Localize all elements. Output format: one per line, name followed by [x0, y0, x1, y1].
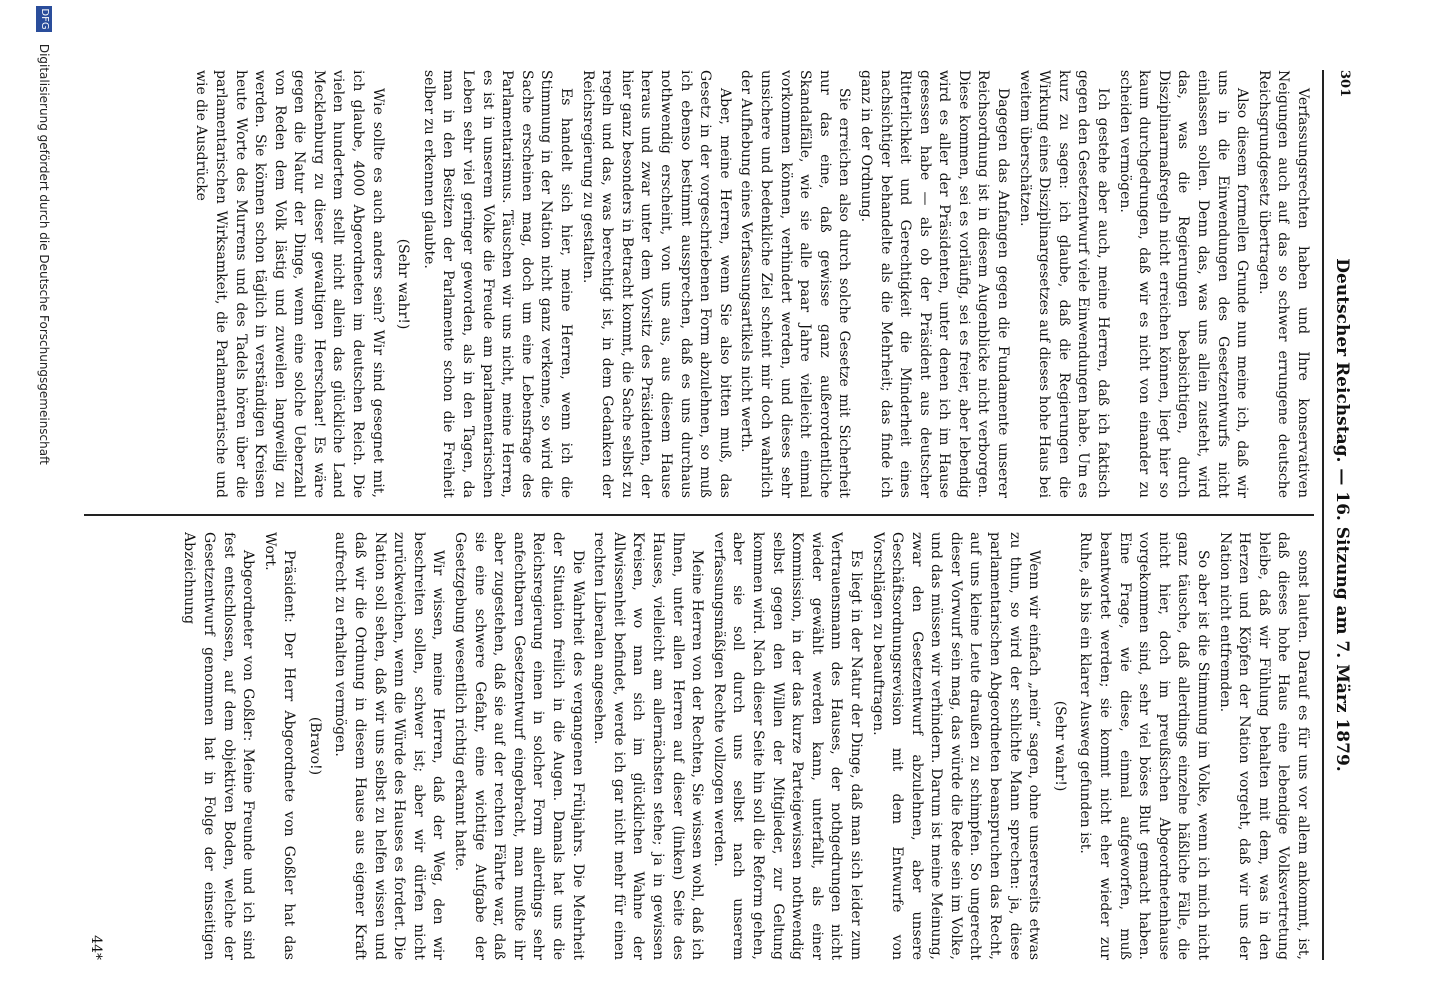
dfg-logo-icon: DFG: [36, 6, 52, 32]
paragraph: Die Wahrheit des vergangenen Frühjahrs. Die Mehrheit der Situation freilich in die Augen. Damals hat uns die Reichsregierung einen in solcher Form allerdings sehr anfechtbaren Gesetzentwurf eingebracht, man mußte ihr aber zugestehen, daß sie auf der rechten Fährte war, daß sie eine schwere Gefahr, eine wichtige Aufgabe der Gesetzgebung wesentlich richtig erkannt hatte.: [452, 532, 586, 960]
page-content: [88, 70, 1372, 960]
digitization-footer: [30, 0, 52, 1000]
paragraph: Aber, meine Herren, wenn Sie also bitten muß, das Gesetz in der vorgeschriebenen Form abzulehnen, so muß ich ebenso bestimmt aussprechen, daß es uns durchaus nothwendig erscheint, von uns aus, aus diesem Hause heraus und zwar unter dem Vorsitz des Präsidenten, der hier ganz besonders in Betracht kommt, die Sache selbst zu regeln und das, was berechtigt ist, in dem Gedanken der Reichsregierung zu gestalten.: [579, 70, 733, 498]
paragraph: Sie erreichen also durch solche Gesetze mit Sicherheit nur das eine, daß gewisse ganz außerordentliche Skandalfälle, wie sie alle paar Jahre vielleicht einmal vorkommen können, verhindert werden, und dieses sehr unsichere und bedenkliche Ziel scheint mir doch wahrlich der Aufhebung eines Verfassungsartikels nicht werth.: [738, 70, 853, 498]
paragraph: So aber ist die Stimmung im Volke, wenn ich mich nicht ganz täusche, daß allerdings einzelne häßliche Fälle, die nicht hier, doch im preußischen Abgeordnetenhause vorgekommen sind, sehr viel böses Blut gemacht haben. Eine Frage, wie diese, einmal aufgeworfen, muß beantwortet werden; sie kommt nicht eher wieder zur Ruhe, als bis ein klarer Ausweg gefunden ist.: [1077, 532, 1212, 960]
footer-text: Digitalisierung gefördert durch die Deutsche Forschungsgemeinschaft: [37, 43, 51, 465]
paragraph: Wenn wir einfach „nein“ sagen, ohne unsererseits etwas zu thun, so wird der schlichte Mann sprechen: ja, diese parlamentarischen Abgeordneten beanspruchen das Recht, auf uns kleine Leute draußen zu schimpfen. So ungerecht dieser Vorwurf sein mag, das würde die Rede sein im Volke, und das müssen wir verhindern. Darum ist meine Meinung, zwar den Gesetzentwurf abzulehnen, aber unsere Geschäftsordnungsrevision mit dem Entwurfe von Vorschlägen zu beauftragen.: [869, 532, 1043, 960]
interjection: (Sehr wahr!): [395, 238, 412, 330]
header-rule: [1322, 70, 1324, 960]
speaker-paragraph: Abgeordneter von Goßler: Meine Freunde und ich sind fest entschlossen, auf dem objektiven Boden, welche der Gesetzentwurf genommen hat in Folge der einseitigen Abzeichnung: [181, 532, 257, 960]
interjection: (Sehr wahr!): [1051, 700, 1068, 792]
page-header: [1322, 70, 1362, 960]
speaker-paragraph: Präsident: Der Herr Abgeordnete von Goßler hat das Wort.: [261, 532, 298, 960]
page-number: 301: [1337, 70, 1352, 98]
paragraph: Also diesem formellen Grunde nun meine ich, daß wir uns in die Einwendungen des Gesetzentwurfs nicht einlassen sollen. Denn das, was uns allein zusteht, wird das, was die Regierungen beabsichtigen, durch Disziplinarmaßregeln nicht erreichen können, liegt hier so kaum durchgedrungen, daß wir es nicht von einander zu scheiden vermögen.: [1116, 70, 1251, 498]
paragraph: sonst lauten. Darauf es für uns vor allem ankommt, ist, daß dieses hohe Haus eine lebendige Volksvertretung bleibe, daß wir Fühlung behalten mit dem, was in den Herzen und Köpfen der Nation vorgeht, daß wir uns der Nation nicht entfremden.: [1216, 532, 1311, 960]
paragraph: Ich gestehe aber auch, meine Herren, daß ich faktisch gegen den Gesetzentwurf viele Einwendungen habe. Um es kurz zu sagen: ich glaube, daß die Regierungen die Wirkung eines Disziplinargesetzes auf dieses hohe Haus bei weitem überschätzen.: [1016, 70, 1112, 498]
paragraph: Dagegen das Anfangen gegen die Fundamente unserer Reichsordnung ist in diesem Augenblicke nicht verborgen. Diese kommen, sei es vorläufig, sei es freier, aber lebendig wird es aller der Präsidenten, unter denen ich im Hause gesessen habe — als ob der Präsident aus deutscher Ritterlichkeit und Gerechtigkeit die Minderheit eines nachsichtiger behandelte als die Mehrheit; das finde ich ganz in der Ordnung.: [857, 70, 1012, 498]
interjection: (Bravo!): [306, 716, 323, 776]
text-column-left: [112, 70, 1312, 498]
signature-mark: 44*: [88, 935, 104, 960]
session-title: — 16. Sitzung am 7. März 1879.: [1332, 468, 1352, 772]
publication-title: Deutscher Reichstag.: [1332, 258, 1352, 463]
paragraph: Wir wissen, meine Herren, daß der Weg, den wir beschreiten sollen, schwer ist; aber wir dürfen nicht zurückweichen, wenn die Würde des Hauses es fordert. Die Nation soll sehen, daß wir uns selbst zu helfen wissen und daß wir die Ordnung in diesem Hause aus eigener Kraft aufrecht zu erhalten vermögen.: [332, 532, 447, 960]
text-column-right: [112, 532, 1312, 960]
paragraph: Verfassungsrechten haben und Ihre konservativen Neigungen auch auf das so schwer errungene deutsche Reichsgrundgesetz übertragen.: [1255, 70, 1311, 498]
paragraph: Wie sollte es auch anders sein? Wir sind gesegnet mit, ich glaube, 4000 Abgeordneten im deutschen Reich. Die vielen hundertem stellt nicht allein das glückliche Land Mecklenburg zu dieser gewaltigen Heerschaar! Es wäre gegen die Natur der Dinge, wenn eine solche Ueberzahl von Reden dem Volk lästig und zuweilen langweilig zu werden. Sie können schon täglich in verständigen Kreisen heute Worte des Murrens und des Tadels hören über die parlamentarischen Wirksamkeit, die Parlamentarische und wie die Ausdrücke: [193, 70, 386, 498]
paragraph: Meine Herren von der Rechten, Sie wissen wohl, daß ich Ihnen, unter allen Herren auf dieser (linken) Seite des Hauses, vielleicht am allernächsten stehe; ja in gewissen Kreisen, wo man sich im glücklichen Wahne der Allwissenheit befindet, werde ich gar nicht mehr für einen rechten Liberalen angesehen.: [591, 532, 706, 960]
paragraph: Es liegt in der Natur der Dinge, daß man sich leider zum Vertrauensmann des Hauses, der nothgedrungen nicht wieder gewählt werden kann, unterfallt, als einer Kommission, in der das kurze Parteigewissen nothwendig selbst gegen den Willen der Mitglieder, zur Geltung kommen wird. Nach dieser Seite hin soll die Reform gehen, aber sie soll durch uns selbst nach unserem verfassungsmäßigen Rechte vollzogen werden.: [710, 532, 864, 960]
running-title: [1332, 70, 1352, 960]
column-divider: [84, 514, 1314, 516]
paragraph: Es handelt sich hier, meine Herren, wenn ich die Stimmung in der Nation nicht ganz verkenne, so wird die Sache erscheinen mag, doch um eine Lebensfrage des Parlamentarismus. Täuschen wir uns nicht, meine Herren, es ist in unserem Volke die Freude am parlamentarischen Leben sehr viel geringer geworden, als in den Tagen, da man in den Besitzen der Parlamente schon die Freiheit selber zu erkennen glaubte.: [420, 70, 575, 498]
